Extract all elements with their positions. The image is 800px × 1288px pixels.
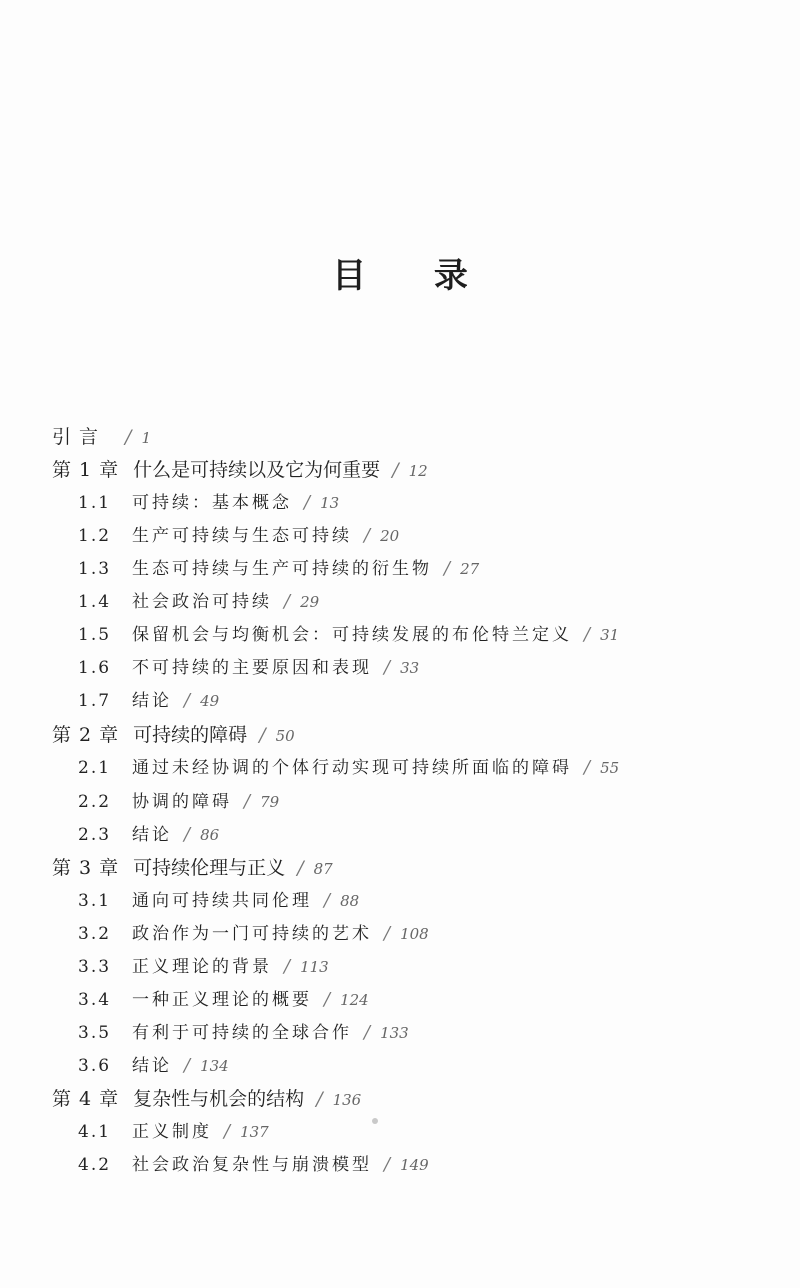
toc-separator: / (284, 956, 291, 977)
toc-entry-number: 1.4 (78, 592, 112, 612)
toc-page-number: 27 (460, 560, 480, 578)
toc-entry-title: 协调的障碍 (132, 792, 232, 812)
toc-section-entry (78, 753, 619, 783)
toc-page-number: 124 (340, 991, 369, 1009)
toc-separator: / (224, 1121, 231, 1142)
toc-page-number: 33 (400, 659, 420, 677)
toc-section-entry (78, 952, 329, 982)
toc-page-number: 136 (332, 1091, 362, 1109)
page-title: 目 录 (332, 256, 496, 296)
toc-page-number: 113 (300, 958, 329, 976)
toc-page-number: 87 (313, 860, 333, 878)
toc-chapter-entry (52, 455, 428, 485)
toc-entry-number: 第 3 章 (52, 857, 120, 879)
toc-entry-title: 可持续的障碍 (133, 724, 248, 746)
toc-separator: / (384, 923, 391, 944)
toc-separator: / (259, 724, 266, 746)
toc-entry-number: 引 言 (52, 426, 100, 448)
toc-entry-title: 可持续：基本概念 (132, 493, 292, 513)
toc-entry-number: 3.4 (78, 990, 112, 1010)
toc-separator: / (297, 857, 304, 879)
toc-section-entry (78, 919, 429, 949)
toc-section-entry (78, 1051, 229, 1081)
toc-separator: / (364, 1022, 371, 1043)
toc-entry-title: 一种正义理论的概要 (132, 990, 312, 1010)
toc-page-number: 29 (300, 593, 320, 611)
toc-section-entry (78, 886, 359, 916)
toc-entry-title: 正义制度 (132, 1122, 212, 1142)
toc-separator: / (324, 989, 331, 1010)
toc-page-number: 86 (200, 826, 220, 844)
toc-entry-number: 1.3 (78, 559, 112, 579)
toc-page-number: 134 (200, 1057, 229, 1075)
toc-entry-number: 1.6 (78, 658, 112, 678)
toc-section-entry (78, 1150, 429, 1180)
toc-entry-number: 1.1 (78, 493, 112, 513)
toc-entry-title: 通向可持续共同伦理 (132, 891, 312, 911)
toc-entry-number: 4.2 (78, 1155, 112, 1175)
toc-entry-title: 可持续伦理与正义 (133, 857, 286, 879)
toc-entry-number: 1.7 (78, 691, 112, 711)
toc-chapter-entry (52, 720, 295, 750)
toc-page-number: 133 (380, 1024, 409, 1042)
toc-section-entry (78, 653, 419, 683)
toc-entry-number: 第 1 章 (52, 459, 120, 481)
toc-page-number: 31 (600, 626, 620, 644)
toc-separator: / (125, 426, 132, 448)
toc-separator: / (244, 791, 251, 812)
toc-page-number: 50 (275, 727, 295, 745)
toc-separator: / (184, 690, 191, 711)
toc-entry-title: 社会政治可持续 (132, 592, 272, 612)
toc-separator: / (392, 459, 399, 481)
toc-separator: / (384, 1154, 391, 1175)
toc-entry-title: 不可持续的主要原因和表现 (132, 658, 372, 678)
toc-page-number: 1 (141, 429, 151, 447)
toc-entry-number: 2.1 (78, 758, 112, 778)
toc-chapter-entry (52, 1084, 361, 1114)
toc-separator: / (584, 757, 591, 778)
toc-page-number: 20 (380, 527, 400, 545)
toc-page-number: 12 (408, 462, 428, 480)
toc-entry-title: 有利于可持续的全球合作 (132, 1023, 352, 1043)
toc-entry-title: 什么是可持续以及它为何重要 (133, 459, 381, 481)
toc-section-entry (78, 1018, 409, 1048)
scan-smudge (372, 1118, 378, 1124)
toc-page-number: 108 (400, 925, 429, 943)
toc-section-entry (78, 587, 319, 617)
toc-entry-title: 生态可持续与生产可持续的衍生物 (132, 559, 432, 579)
toc-entry-number: 1.5 (78, 625, 112, 645)
toc-chapter-entry (52, 422, 151, 452)
toc-entry-title: 社会政治复杂性与崩溃模型 (132, 1155, 372, 1175)
toc-entry-number: 4.1 (78, 1122, 112, 1142)
toc-section-entry (78, 1117, 269, 1147)
toc-entry-number: 3.2 (78, 924, 112, 944)
toc-entry-number: 3.5 (78, 1023, 112, 1043)
toc-separator: / (304, 492, 311, 513)
toc-entry-number: 3.6 (78, 1056, 112, 1076)
toc-entry-title: 保留机会与均衡机会：可持续发展的布伦特兰定义 (132, 625, 572, 645)
toc-section-entry (78, 787, 279, 817)
toc-separator: / (284, 591, 291, 612)
toc-page-number: 88 (340, 892, 360, 910)
toc-entry-title: 政治作为一门可持续的艺术 (132, 924, 372, 944)
toc-entry-number: 3.3 (78, 957, 112, 977)
toc-page-number: 137 (240, 1123, 269, 1141)
toc-entry-number: 3.1 (78, 891, 112, 911)
toc-separator: / (364, 525, 371, 546)
toc-chapter-entry (52, 853, 333, 883)
toc-entry-number: 2.3 (78, 825, 112, 845)
toc-separator: / (316, 1088, 323, 1110)
toc-page-number: 55 (600, 759, 620, 777)
toc-section-entry (78, 488, 339, 518)
toc-entry-title: 复杂性与机会的结构 (133, 1088, 305, 1110)
toc-separator: / (184, 1055, 191, 1076)
toc-entry-number: 2.2 (78, 792, 112, 812)
toc-entry-title: 正义理论的背景 (132, 957, 272, 977)
toc-separator: / (584, 624, 591, 645)
toc-entry-title: 生产可持续与生态可持续 (132, 526, 352, 546)
toc-entry-number: 1.2 (78, 526, 112, 546)
toc-section-entry (78, 820, 219, 850)
toc-entry-title: 结论 (132, 1056, 172, 1076)
toc-page-number: 13 (320, 494, 340, 512)
toc-entry-title: 结论 (132, 691, 172, 711)
toc-section-entry (78, 686, 219, 716)
toc-section-entry (78, 521, 399, 551)
toc-page-number: 149 (400, 1156, 429, 1174)
toc-separator: / (384, 657, 391, 678)
toc-entry-number: 第 4 章 (52, 1088, 120, 1110)
toc-entry-title: 结论 (132, 825, 172, 845)
toc-separator: / (184, 824, 191, 845)
toc-page-number: 49 (200, 692, 220, 710)
toc-separator: / (444, 558, 451, 579)
toc-entry-title: 通过未经协调的个体行动实现可持续所面临的障碍 (132, 758, 572, 778)
toc-page-number: 79 (260, 793, 280, 811)
toc-separator: / (324, 890, 331, 911)
toc-section-entry (78, 554, 479, 584)
toc-entry-number: 第 2 章 (52, 724, 120, 746)
toc-section-entry (78, 985, 369, 1015)
toc-section-entry (78, 620, 619, 650)
